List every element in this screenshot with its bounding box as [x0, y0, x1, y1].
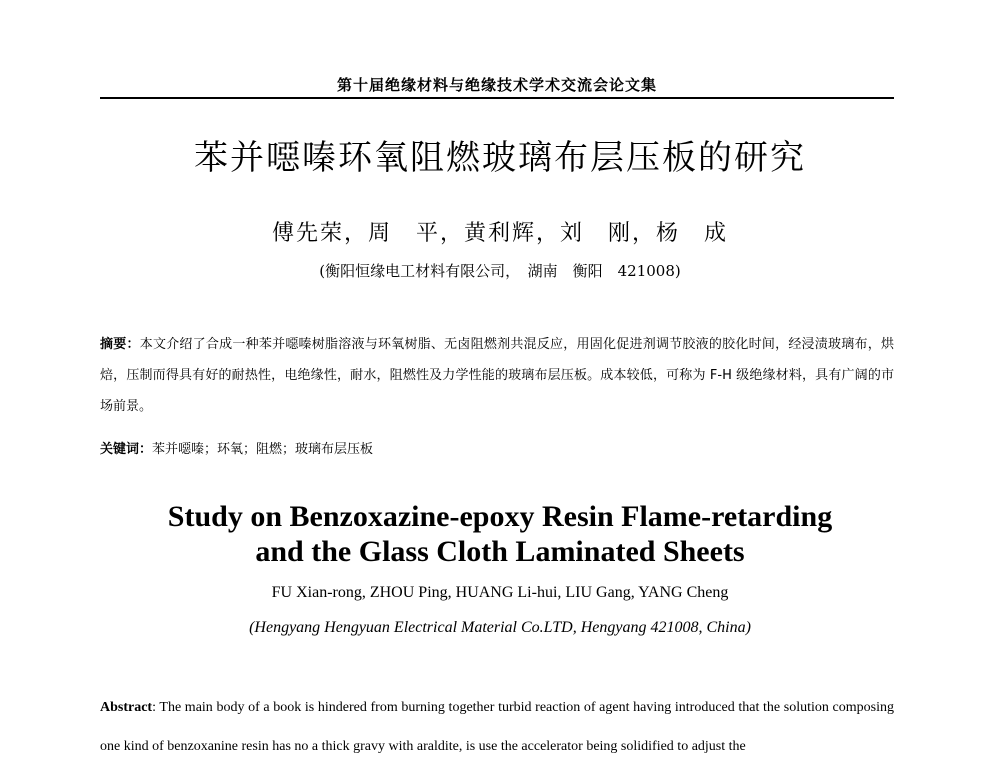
- chinese-authors: 傅先荣，周 平，黄利辉，刘 刚，杨 成: [271, 221, 728, 246]
- chinese-abstract: [100, 329, 894, 422]
- english-abstract: [100, 688, 894, 766]
- chinese-title: 苯并噁嗪环氧阻燃玻璃布层压板的研究: [194, 138, 806, 178]
- english-title-line-1: Study on Benzoxazine-epoxy Resin Flame-retarding: [167, 500, 833, 533]
- chinese-keywords: [100, 438, 894, 457]
- chinese-keywords-text: 苯并噁嗪；环氧；阻燃；玻璃布层压板: [152, 442, 374, 457]
- english-affiliation: (Hengyang Hengyuan Electrical Material Co.LTD, Hengyang 421008, China): [249, 619, 751, 636]
- english-title: [0, 499, 1000, 569]
- chinese-abstract-label: 摘要：: [100, 337, 140, 352]
- header-rule: [100, 97, 894, 99]
- english-title-line-2: and the Glass Cloth Laminated Sheets: [255, 535, 745, 568]
- english-abstract-label: Abstract: [100, 700, 153, 715]
- running-header: 第十届绝缘材料与绝缘技术学术交流会论文集: [336, 76, 657, 94]
- chinese-keywords-label: 关键词：: [100, 442, 153, 457]
- english-abstract-text: : The main body of a book is hindered from burning together turbid reaction of agent having introduced that the solution composing one kind of benzoxanine resin has no a thick gravy with araldite, is use the accelerator being solidified to adjust the: [100, 700, 894, 754]
- chinese-abstract-text: 本文介绍了合成一种苯并噁嗪树脂溶液与环氧树脂、无卤阻燃剂共混反应，用固化促进剂调节胶液的胶化时间，经浸渍玻璃布，烘焙，压制而得具有好的耐热性，电绝缘性，耐水，阻燃性及力学性能的玻璃布层压板。成本较低，可称为 F-H 级绝缘材料，具有广阔的市场前景。: [100, 337, 894, 414]
- english-authors: FU Xian-rong, ZHOU Ping, HUANG Li-hui, LIU Gang, YANG Cheng: [271, 584, 729, 601]
- chinese-affiliation: (衡阳恒缘电工材料有限公司， 湖南 衡阳 421008): [319, 262, 681, 280]
